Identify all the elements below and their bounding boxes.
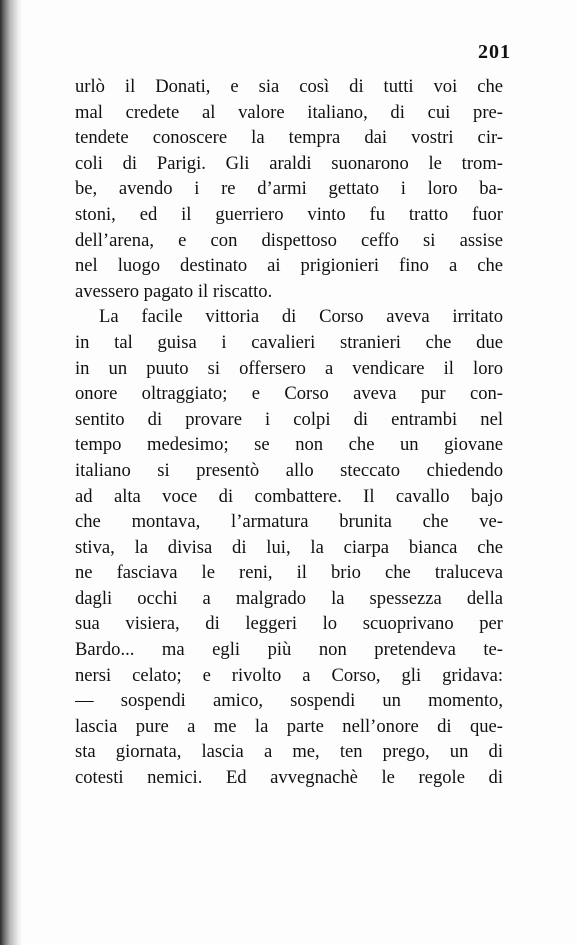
text-line: onore oltraggiato; e Corso aveva pur con- — [75, 383, 503, 405]
text-line: cotesti nemici. Ed avvegnachè le regole di — [75, 767, 503, 789]
body-text — [75, 74, 503, 791]
binding-gutter-shadow — [0, 0, 22, 945]
text-line: sentito di provare i colpi di entrambi nel — [75, 408, 503, 430]
text-line: in tal guisa i cavalieri stranieri che due — [75, 331, 503, 353]
text-line: be, avendo i re d’armi gettato i loro ba- — [75, 178, 503, 200]
text-line: urlò il Donati, e sia così di tutti voi che — [75, 76, 503, 97]
text-line: tempo medesimo; se non che un giovane — [75, 434, 503, 456]
text-line: che montava, l’armatura brunita che ve- — [75, 511, 503, 533]
text-line: ad alta voce di combattere. Il cavallo bajo — [75, 485, 503, 507]
text-line: italiano si presentò allo steccato chiedendo — [75, 459, 503, 481]
text-line: sua visiera, di leggeri lo scuoprivano per — [75, 613, 503, 635]
text-line: lascia pure a me la parte nell’onore di que- — [75, 715, 503, 737]
text-line: dell’arena, e con dispettoso ceffo si assise — [75, 229, 503, 251]
text-line: ne fasciava le reni, il brio che traluceva — [75, 562, 503, 584]
text-line-paragraph-start: La facile vittoria di Corso aveva irritato — [99, 306, 503, 328]
text-line: — sospendi amico, sospendi un momento, — [75, 690, 503, 712]
text-line: stiva, la divisa di lui, la ciarpa bianca che — [75, 536, 503, 558]
text-line: dagli occhi a malgrado la spessezza della — [75, 587, 503, 609]
text-line: Bardo... ma egli più non pretendeva te- — [75, 639, 503, 661]
text-line: sta giornata, lascia a me, ten prego, un di — [75, 741, 503, 763]
text-line: nel luogo destinato ai prigionieri fino a che — [75, 255, 503, 277]
text-line: stoni, ed il guerriero vinto fu tratto fuor — [75, 203, 503, 225]
text-line-paragraph-end: avessero pagato il riscatto. — [75, 280, 273, 302]
text-line: mal credete al valore italiano, di cui pre- — [75, 101, 503, 123]
text-line: tendete conoscere la tempra dai vostri cir- — [75, 127, 503, 149]
text-line: coli di Parigi. Gli araldi suonarono le trom- — [75, 152, 503, 174]
text-line: nersi celato; e rivolto a Corso, gli gridava: — [75, 664, 503, 686]
text-line: in un puuto si offersero a vendicare il loro — [75, 357, 503, 379]
page-number: 201 — [478, 41, 511, 63]
